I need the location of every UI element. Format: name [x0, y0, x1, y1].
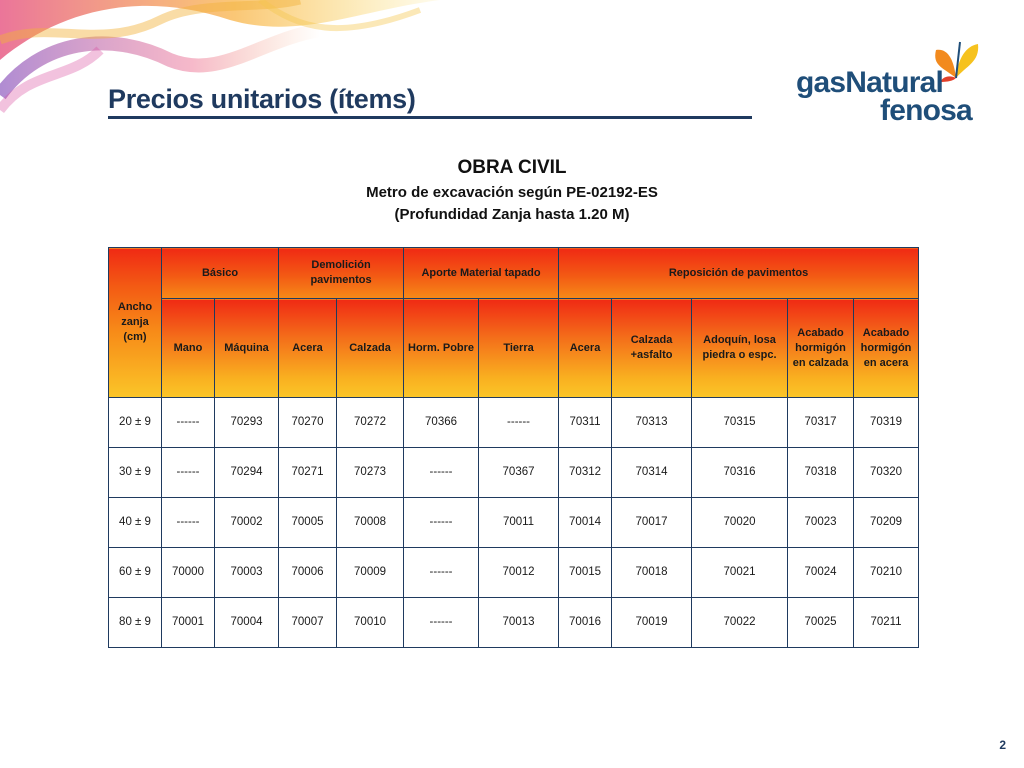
- table-cell: 70009: [337, 548, 404, 598]
- col-header-mano: Mano: [162, 299, 215, 398]
- group-header-reposicion: Reposición de pavimentos: [559, 248, 919, 299]
- logo-line2: fenosa: [880, 94, 972, 127]
- table-cell: 30 ± 9: [109, 448, 162, 498]
- col-header-tierra: Tierra: [479, 299, 559, 398]
- table-cell: 70007: [279, 598, 337, 648]
- group-header-aporte: Aporte Material tapado: [404, 248, 559, 299]
- table-cell: 70008: [337, 498, 404, 548]
- table-cell: 70023: [788, 498, 854, 548]
- group-header-basico: Básico: [162, 248, 279, 299]
- col-header-acera: Acera: [279, 299, 337, 398]
- col-header-rep-calzada-asfalto: Calzada +asfalto: [612, 299, 692, 398]
- col-header-rep-acera: Acera: [559, 299, 612, 398]
- table-cell: 70313: [612, 398, 692, 448]
- table-cell: 70271: [279, 448, 337, 498]
- table-cell: 70018: [612, 548, 692, 598]
- table-cell: 70010: [337, 598, 404, 648]
- table-cell: 70003: [215, 548, 279, 598]
- page-number: 2: [999, 738, 1006, 752]
- section-heading: OBRA CIVIL: [457, 157, 567, 178]
- table-cell: 70019: [612, 598, 692, 648]
- table-cell: 70016: [559, 598, 612, 648]
- table-cell: 70294: [215, 448, 279, 498]
- table-cell: 70017: [612, 498, 692, 548]
- table-cell: 70006: [279, 548, 337, 598]
- table-cell: 70013: [479, 598, 559, 648]
- table-cell: ------: [404, 548, 479, 598]
- table-cell: 70318: [788, 448, 854, 498]
- table-cell: 70210: [854, 548, 919, 598]
- table-cell: 70273: [337, 448, 404, 498]
- table-cell: 70001: [162, 598, 215, 648]
- col-header-ancho-zanja: Ancho zanja (cm): [109, 248, 162, 398]
- table-cell: 70312: [559, 448, 612, 498]
- table-row: [109, 498, 919, 548]
- table-cell: 70020: [692, 498, 788, 548]
- table-cell: 70002: [215, 498, 279, 548]
- table-cell: 70272: [337, 398, 404, 448]
- col-header-calzada: Calzada: [337, 299, 404, 398]
- table-cell: 70366: [404, 398, 479, 448]
- table-cell: 70293: [215, 398, 279, 448]
- page-title: Precios unitarios (ítems): [108, 84, 416, 114]
- table-cell: 80 ± 9: [109, 598, 162, 648]
- col-header-acabado-calzada: Acabado hormigón en calzada: [788, 299, 854, 398]
- table-cell: 70025: [788, 598, 854, 648]
- table-cell: 70314: [612, 448, 692, 498]
- table-row: [109, 448, 919, 498]
- table-cell: 70211: [854, 598, 919, 648]
- gas-natural-fenosa-logo: [796, 38, 996, 128]
- col-header-maquina: Máquina: [215, 299, 279, 398]
- table-cell: 70004: [215, 598, 279, 648]
- logo-line1: gasNatural: [796, 66, 944, 99]
- table-cell: 60 ± 9: [109, 548, 162, 598]
- table-cell: 70024: [788, 548, 854, 598]
- table-cell: 20 ± 9: [109, 398, 162, 448]
- table-cell: 70317: [788, 398, 854, 448]
- table-cell: ------: [479, 398, 559, 448]
- table-row: [109, 398, 919, 448]
- table-cell: 70005: [279, 498, 337, 548]
- table-cell: 70209: [854, 498, 919, 548]
- table-cell: ------: [404, 448, 479, 498]
- table-cell: 70311: [559, 398, 612, 448]
- table-cell: 70000: [162, 548, 215, 598]
- table-cell: 40 ± 9: [109, 498, 162, 548]
- unit-prices-table: [108, 247, 919, 648]
- col-header-acabado-acera: Acabado hormigón en acera: [854, 299, 919, 398]
- table-cell: 70021: [692, 548, 788, 598]
- table-cell: ------: [404, 598, 479, 648]
- table-cell: 70316: [692, 448, 788, 498]
- table-cell: 70319: [854, 398, 919, 448]
- table-cell: 70367: [479, 448, 559, 498]
- col-header-horm-pobre: Horm. Pobre: [404, 299, 479, 398]
- col-header-adoquin: Adoquín, losa piedra o espc.: [692, 299, 788, 398]
- table-cell: 70012: [479, 548, 559, 598]
- table-row: [109, 598, 919, 648]
- table-cell: 70015: [559, 548, 612, 598]
- table-cell: ------: [404, 498, 479, 548]
- section-subheading: Metro de excavación según PE-02192-ES: [366, 184, 658, 201]
- table-cell: 70022: [692, 598, 788, 648]
- table-cell: ------: [162, 448, 215, 498]
- table-row: [109, 548, 919, 598]
- table-cell: 70011: [479, 498, 559, 548]
- table-cell: 70270: [279, 398, 337, 448]
- table-cell: 70315: [692, 398, 788, 448]
- section-note: (Profundidad Zanja hasta 1.20 M): [394, 206, 630, 223]
- table-cell: 70014: [559, 498, 612, 548]
- title-underline: [108, 116, 752, 119]
- group-header-demolicion: Demolición pavimentos: [279, 248, 404, 299]
- table-cell: ------: [162, 498, 215, 548]
- table-cell: 70320: [854, 448, 919, 498]
- table-cell: ------: [162, 398, 215, 448]
